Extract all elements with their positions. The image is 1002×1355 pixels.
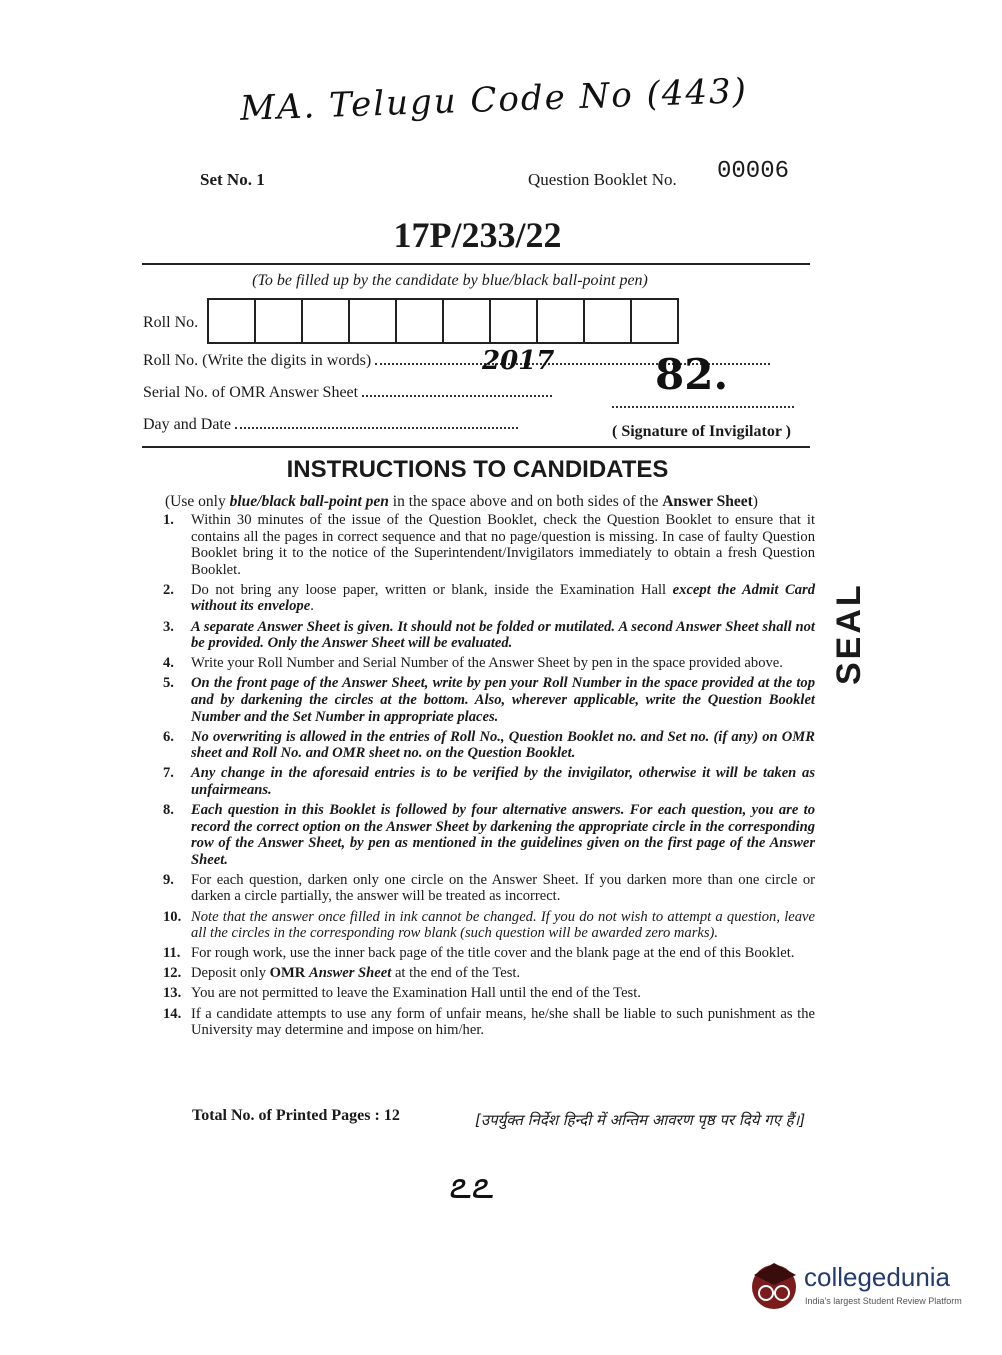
day-date-label: Day and Date — [143, 416, 231, 433]
instruction-number: 11. — [163, 945, 181, 962]
watermark-brand: collegedunia — [804, 1262, 951, 1292]
instructions-list — [163, 512, 815, 1042]
roll-no-digit-box[interactable] — [303, 300, 350, 342]
instruction-text — [191, 1006, 815, 1039]
seal-stamp: SEAL — [830, 582, 868, 685]
instruction-item — [163, 675, 815, 725]
roll-words-value: 2017 — [482, 346, 555, 376]
text-run: If a candidate attempts to use any form of unfair means, he/she shall be liable to such punishment as the University may determine and impose on him/her. — [191, 1005, 815, 1039]
roll-no-digit-box[interactable] — [350, 300, 397, 342]
instruction-number: 14. — [163, 1005, 182, 1022]
question-booklet-number: 00006 — [717, 158, 790, 185]
instruction-item — [163, 909, 815, 942]
text-run: Deposit only — [191, 965, 270, 982]
roll-no-digit-box[interactable] — [632, 300, 677, 342]
text-run: at the end of the Test. — [391, 965, 521, 982]
instruction-item — [163, 582, 815, 615]
roll-no-digit-box[interactable] — [397, 300, 444, 342]
signature-label: ( Signature of Invigilator ) — [612, 423, 791, 440]
instruction-text — [191, 729, 815, 762]
instruction-item — [163, 965, 815, 982]
text-run: ) — [752, 493, 758, 510]
instruction-text — [191, 872, 815, 905]
roll-no-digit-box[interactable] — [538, 300, 585, 342]
instruction-item — [163, 729, 815, 762]
roll-no-boxes[interactable] — [207, 298, 679, 344]
instruction-text — [191, 655, 815, 672]
text-run: For rough work, use the inner back page of the title cover and the blank page at the end of this Booklet. — [191, 945, 795, 962]
set-number: Set No. 1 — [200, 170, 265, 189]
instruction-number: 9. — [163, 871, 174, 888]
instruction-number: 1. — [163, 512, 174, 528]
instruction-item — [163, 802, 815, 868]
text-run: Answer Sheet — [662, 493, 753, 510]
instruction-item — [163, 945, 815, 962]
instruction-number: 13. — [163, 985, 182, 1002]
day-date-row — [143, 416, 518, 434]
signature-line[interactable] — [612, 398, 794, 408]
text-run: For each question, darken only one circle on the Answer Sheet. If you darken more than one circle or darken a circle partially, the answer will be treated as incorrect. — [191, 871, 815, 905]
total-printed-pages: Total No. of Printed Pages : 12 — [192, 1107, 400, 1124]
instruction-text — [191, 765, 815, 798]
text-run: in the space above and on both sides of the — [388, 493, 663, 510]
text-run: No overwriting is allowed in the entries of Roll No., Question Booklet no. and Set no. (if any) on OMR sheet and Roll No. and OMR sheet no. on the Question Booklet. — [191, 728, 815, 762]
text-run: On the front page of the Answer Sheet, write by pen your Roll Number in the space provided at the top and by darkening the circles at the bottom. Also, wherever applicable, write the Question Booklet Number and the Set Number in appropriate places. — [191, 675, 815, 725]
omr-serial-label: Serial No. of OMR Answer Sheet — [143, 384, 359, 401]
text-run: A separate Answer Sheet is given. It should not be folded or mutilated. A second Answer Sheet shall not be provided. Only the Answer Sheet will be evaluated. — [191, 618, 815, 652]
roll-words-label: Roll No. (Write the digits in words) — [143, 352, 372, 369]
instruction-number: 5. — [163, 675, 174, 692]
day-date-field[interactable] — [235, 417, 518, 429]
instruction-text — [191, 675, 815, 725]
text-run: Note that the answer once filled in ink cannot be changed. If you do not wish to attempt a question, leave all the circles in the corresponding row blank (such question will be awarded zero marks). — [191, 908, 815, 942]
instruction-text — [191, 512, 815, 578]
instruction-item — [163, 1006, 815, 1039]
instruction-item — [163, 985, 815, 1002]
instruction-text — [191, 965, 815, 982]
instruction-number: 2. — [163, 581, 174, 598]
instruction-number: 12. — [163, 965, 182, 982]
instruction-text — [191, 802, 815, 868]
text-run: OMR — [269, 965, 309, 982]
instruction-number: 8. — [163, 802, 174, 818]
instruction-text — [191, 619, 815, 652]
fill-instruction-note: (To be filled up by the candidate by blue/black ball-point pen) — [252, 272, 648, 289]
instruction-text — [191, 945, 815, 962]
instruction-item — [163, 512, 815, 578]
instruction-item — [163, 872, 815, 905]
text-run: . — [310, 598, 314, 615]
roll-no-digit-box[interactable] — [256, 300, 303, 342]
paper-code: 17P/233/22 — [393, 215, 562, 255]
omr-serial-field[interactable] — [362, 385, 552, 397]
roll-no-digit-box[interactable] — [491, 300, 538, 342]
text-run: Any change in the aforesaid entries is to be verified by the invigilator, otherwise it will be taken as unfairmeans. — [191, 765, 815, 798]
instruction-item — [163, 765, 815, 798]
text-run: (Use only — [165, 493, 230, 510]
question-booklet-label: Question Booklet No. — [528, 170, 677, 189]
text-run: Within 30 minutes of the issue of the Question Booklet, check the Question Booklet to ensure that it contains all the pages in correct sequence and that no page/question is missing. In case of faulty Question Booklet bring it to the notice of the Superintendent/Invigilators immediately to obtain a fresh Question Booklet. — [191, 512, 815, 578]
instruction-text — [191, 985, 815, 1002]
instruction-text — [191, 909, 815, 942]
instruction-item — [163, 655, 815, 672]
roll-no-digit-box[interactable] — [444, 300, 491, 342]
use-only-note — [165, 493, 758, 511]
roll-no-digit-box[interactable] — [209, 300, 256, 342]
text-run: except the Admit Card without its envelope — [191, 581, 815, 615]
form-bottom-divider — [142, 446, 810, 448]
roll-no-label: Roll No. — [143, 314, 199, 331]
text-run: Each question in this Booklet is followed by four alternative answers. For each question, you are to record the correct option on the Answer Sheet by darkening the appropriate circle in the corresponding row of the Answer Sheet, by pen as mentioned in the guidelines given on the first page of the Answer Sheet. — [191, 802, 815, 868]
text-run: Do not bring any loose paper, written or blank, inside the Examination Hall — [191, 581, 673, 598]
top-divider — [142, 263, 810, 265]
instruction-text — [191, 582, 815, 615]
handwritten-subject-title: MA. Telugu Code No (443) — [239, 71, 749, 129]
text-run: blue/black ball-point pen — [229, 493, 389, 510]
handwritten-number: 82. — [655, 350, 729, 399]
hindi-note: [उपर्युक्त निर्देश हिन्दी में अन्तिम आवरण पृष्ठ पर दिये गए हैं।] — [475, 1111, 806, 1129]
handwritten-initials: ఽఽ — [448, 1163, 493, 1207]
instruction-number: 10. — [163, 908, 182, 925]
instructions-title: INSTRUCTIONS TO CANDIDATES — [286, 456, 669, 483]
text-run: Answer Sheet — [308, 965, 392, 982]
instruction-number: 4. — [163, 655, 174, 672]
text-run: You are not permitted to leave the Examination Hall until the end of the Test. — [191, 985, 641, 1002]
watermark-tagline: India's largest Student Review Platform — [805, 1296, 962, 1306]
instruction-number: 3. — [163, 618, 174, 635]
instruction-item — [163, 619, 815, 652]
instruction-number: 6. — [163, 728, 174, 745]
omr-row — [143, 384, 552, 402]
instruction-number: 7. — [163, 765, 174, 782]
text-run: Write your Roll Number and Serial Number of the Answer Sheet by pen in the space provided above. — [191, 655, 783, 672]
roll-no-digit-box[interactable] — [585, 300, 632, 342]
